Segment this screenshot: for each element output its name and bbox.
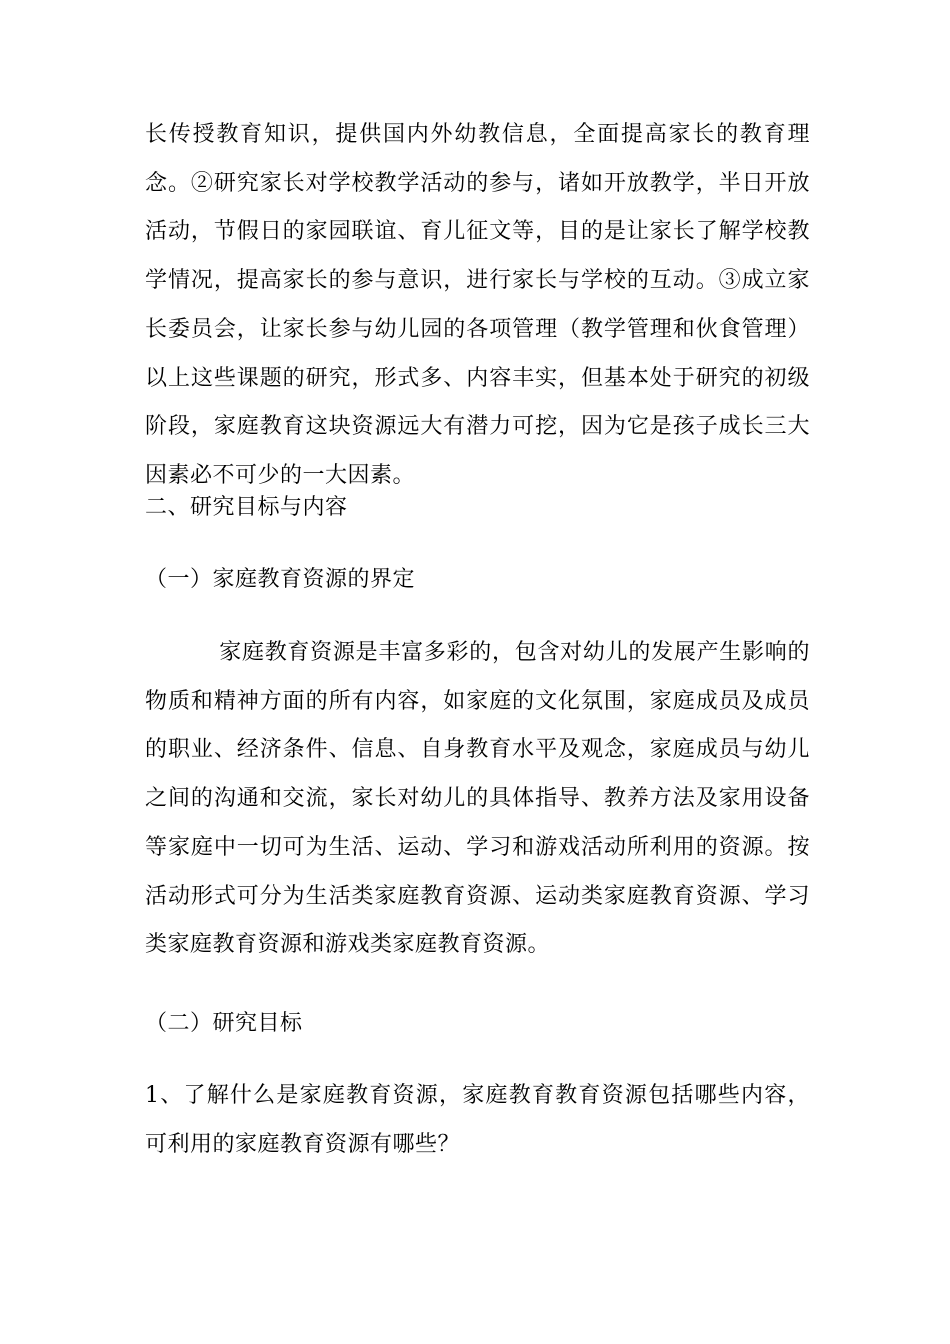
intro-paragraph: 长传授教育知识，提供国内外幼教信息，全面提高家长的教育理念。②研究家长对学校教学活动的参与，诸如开放教学，半日开放活动，节假日的家园联谊、育儿征文等，目的是让家长了解学校教学情况，提高家长的参与意识，进行家长与学校的互动。③成立家长委员会，让家长参与幼儿园的各项管理（教学管理和伙食管理）以上这些课题的研究，形式多、内容丰实，但基本处于研究的初级阶段，家庭教育这块资源远大有潜力可挖，因为它是孩子成长三大因素必不可少的一大因素。 (145, 122, 810, 488)
subsection-heading-definition: （一）家庭教育资源的界定 (145, 567, 416, 592)
subsection-heading-goals: （二）研究目标 (145, 1011, 303, 1036)
definition-paragraph (145, 629, 810, 970)
definition-text: 家庭教育资源是丰富多彩的，包含对幼儿的发展产生影响的物质和精神方面的所有内容，如家庭的文化氛围，家庭成员及成员的职业、经济条件、信息、自身教育水平及观念，家庭成员与幼儿之间的沟通和交流，家长对幼儿的具体指导、教养方法及家用设备等家庭中一切可为生活、运动、学习和游戏活动所利用的资源。按活动形式可分为生活类家庭教育资源、运动类家庭教育资源、学习类家庭教育资源和游戏类家庭教育资源。 (145, 640, 810, 958)
section-heading: 二、研究目标与内容 (145, 495, 348, 520)
goal-item-1: 1、了解什么是家庭教育资源，家庭教育教育资源包括哪些内容，可利用的家庭教育资源有哪些？ (145, 1083, 810, 1157)
